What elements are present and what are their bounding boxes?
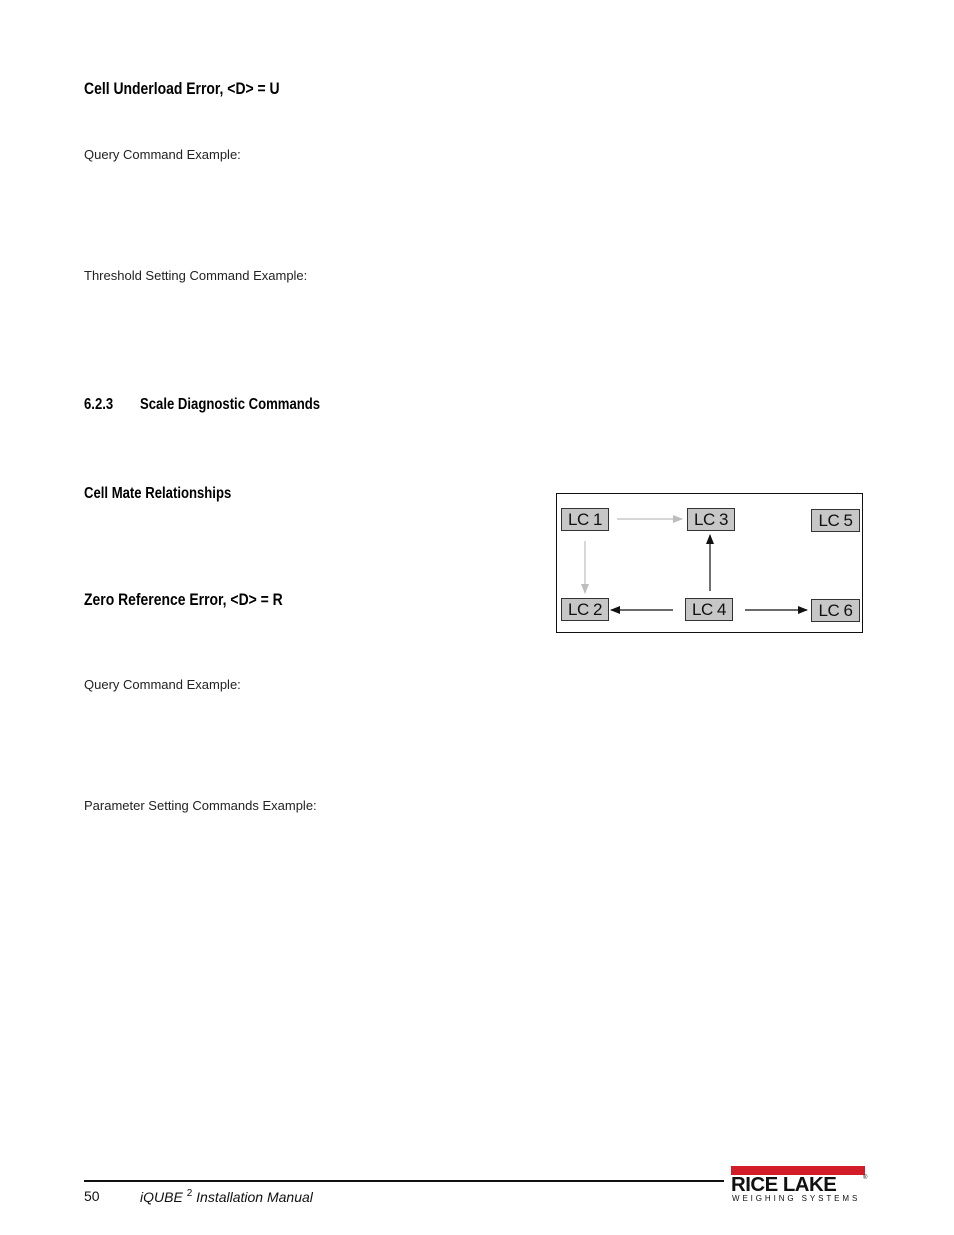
load-cell-2: LC 2 (561, 598, 609, 621)
heading-zero-reference: Zero Reference Error, <D> = R (84, 590, 283, 609)
manual-suffix: Installation Manual (196, 1189, 313, 1205)
load-cell-6: LC 6 (811, 599, 860, 622)
query-command-label-2: Query Command Example: (84, 677, 241, 692)
footer-rule (84, 1180, 724, 1182)
load-cell-3: LC 3 (687, 508, 735, 531)
logo-wordmark: RICE LAKE (731, 1174, 837, 1196)
query-command-label-1: Query Command Example: (84, 147, 241, 162)
manual-title (140, 1188, 313, 1205)
cell-mate-diagram (556, 493, 863, 633)
load-cell-1: LC 1 (561, 508, 609, 531)
load-cell-5: LC 5 (811, 509, 860, 532)
heading-cell-mate: Cell Mate Relationships (84, 485, 232, 502)
heading-cell-underload: Cell Underload Error, <D> = U (84, 79, 280, 98)
load-cell-4: LC 4 (685, 598, 733, 621)
rice-lake-logo (731, 1166, 867, 1202)
manual-superscript: 2 (186, 1188, 193, 1199)
threshold-command-label: Threshold Setting Command Example: (84, 268, 308, 283)
logo-tagline: WEIGHING SYSTEMS (732, 1194, 861, 1203)
logo-registered-mark: ® (863, 1175, 868, 1181)
section-title: Scale Diagnostic Commands (140, 396, 321, 413)
section-number: 6.2.3 (84, 396, 114, 413)
page-number: 50 (84, 1188, 100, 1204)
manual-name: iQUBE (140, 1189, 183, 1205)
parameter-command-label: Parameter Setting Commands Example: (84, 798, 317, 813)
